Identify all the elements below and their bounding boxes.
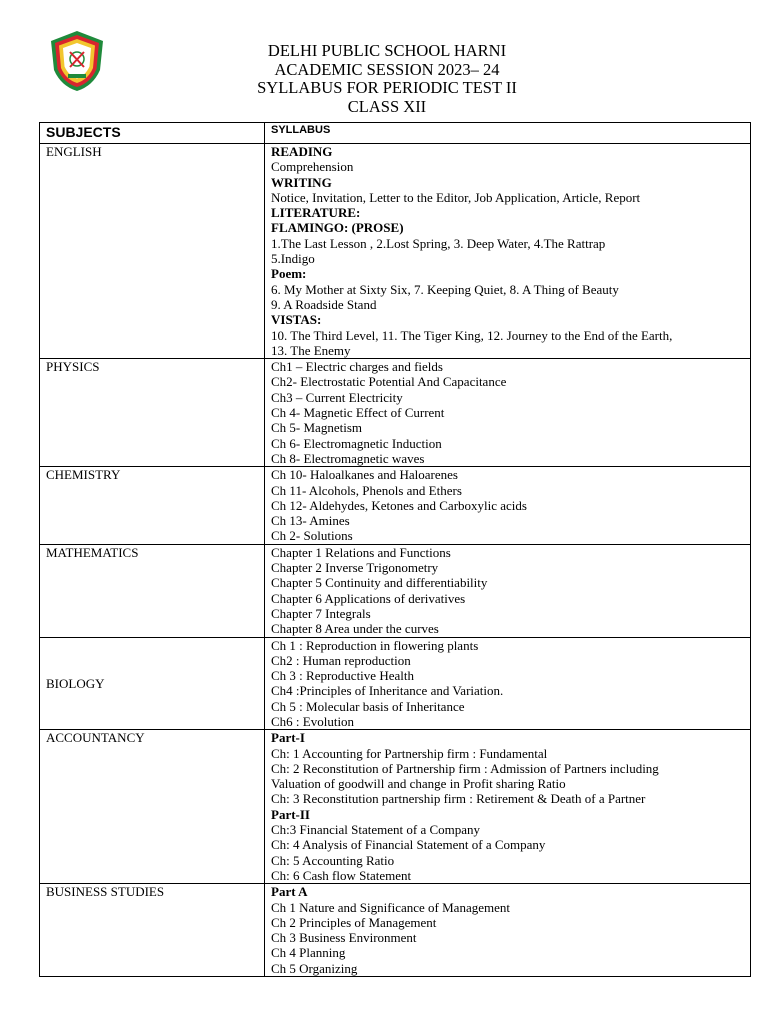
- syllabus-cell: [265, 359, 751, 467]
- syllabus-column-header: SYLLABUS: [265, 123, 751, 144]
- subject-name: CHEMISTRY: [40, 467, 265, 544]
- subject-name: ENGLISH: [40, 144, 265, 359]
- syllabus-line: Ch 8- Electromagnetic waves: [271, 450, 425, 466]
- syllabus-line: Ch4 :Principles of Inheritance and Variation.: [271, 683, 504, 699]
- syllabus-line: Ch 2 Principles of Management: [271, 914, 437, 930]
- syllabus-cell: [265, 144, 751, 359]
- subject-name: BUSINESS STUDIES: [40, 884, 265, 977]
- syllabus-line: Ch: 3 Reconstitution partnership firm : Retirement & Death of a Partner: [271, 791, 646, 807]
- syllabus-section-heading: READING: [271, 144, 333, 159]
- syllabus-table: [39, 122, 751, 977]
- syllabus-line: 13. The Enemy: [271, 342, 351, 358]
- syllabus-section-heading: Poem:: [271, 266, 307, 282]
- academic-session: ACADEMIC SESSION 2023– 24: [274, 59, 500, 79]
- document-header: [0, 42, 768, 116]
- syllabus-line: Valuation of goodwill and change in Profit sharing Ratio: [271, 776, 566, 792]
- syllabus-line: Ch: 5 Accounting Ratio: [271, 852, 395, 868]
- syllabus-line: Ch: 4 Analysis of Financial Statement of a Company: [271, 837, 546, 853]
- syllabus-line: Chapter 2 Inverse Trigonometry: [271, 560, 439, 576]
- syllabus-line: Ch 6- Electromagnetic Induction: [271, 435, 442, 451]
- syllabus-line: Ch6 : Evolution: [271, 713, 355, 729]
- subject-name: PHYSICS: [40, 359, 265, 467]
- syllabus-line: Ch 5 : Molecular basis of Inheritance: [271, 698, 465, 714]
- syllabus-line: Ch 5- Magnetism: [271, 420, 362, 436]
- syllabus-section-heading: FLAMINGO: (PROSE): [271, 220, 404, 236]
- table-header-row: [40, 123, 751, 144]
- syllabus-line: Ch: 6 Cash flow Statement: [271, 867, 412, 883]
- syllabus-line: Ch: 1 Accounting for Partnership firm : Fundamental: [271, 745, 548, 761]
- class-label: CLASS XII: [347, 96, 427, 116]
- syllabus-cell: [265, 730, 751, 884]
- syllabus-section-heading: WRITING: [271, 174, 332, 190]
- table-row: [40, 467, 751, 544]
- syllabus-line: Ch 2- Solutions: [271, 528, 353, 544]
- table-row: [40, 637, 751, 730]
- syllabus-section-heading: Part A: [271, 884, 308, 900]
- syllabus-line: Ch2- Electrostatic Potential And Capacitance: [271, 374, 507, 390]
- syllabus-line: Chapter 7 Integrals: [271, 605, 371, 621]
- table-row: [40, 884, 751, 977]
- syllabus-section-heading: Part-II: [271, 806, 310, 822]
- syllabus-line: Ch2 : Human reproduction: [271, 652, 411, 668]
- syllabus-line: Ch:3 Financial Statement of a Company: [271, 822, 481, 838]
- syllabus-line: Ch 10- Haloalkanes and Haloarenes: [271, 467, 458, 483]
- school-name: DELHI PUBLIC SCHOOL HARNI: [267, 41, 507, 60]
- subject-name: ACCOUNTANCY: [40, 730, 265, 884]
- syllabus-line: Ch 4- Magnetic Effect of Current: [271, 405, 445, 421]
- subjects-column-header: SUBJECTS: [40, 123, 265, 144]
- syllabus-line: Ch 5 Organizing: [271, 960, 358, 976]
- syllabus-cell: [265, 884, 751, 977]
- syllabus-line: Chapter 8 Area under the curves: [271, 621, 439, 637]
- table-row: [40, 359, 751, 467]
- syllabus-line: Ch 1 : Reproduction in flowering plants: [271, 637, 479, 653]
- subject-name: MATHEMATICS: [40, 544, 265, 637]
- syllabus-line: Ch 4 Planning: [271, 945, 346, 961]
- syllabus-line: 5.Indigo: [271, 251, 315, 267]
- syllabus-line: 6. My Mother at Sixty Six, 7. Keeping Quiet, 8. A Thing of Beauty: [271, 281, 619, 297]
- syllabus-line: 9. A Roadside Stand: [271, 296, 377, 312]
- syllabus-line: Ch 13- Amines: [271, 513, 350, 529]
- syllabus-line: 10. The Third Level, 11. The Tiger King, 12. Journey to the End of the Earth,: [271, 327, 673, 343]
- syllabus-line: Ch1 – Electric charges and fields: [271, 359, 443, 375]
- syllabus-line: Ch 12- Aldehydes, Ketones and Carboxylic acids: [271, 497, 527, 513]
- table-row: [40, 544, 751, 637]
- syllabus-line: Notice, Invitation, Letter to the Editor, Job Application, Article, Report: [271, 189, 641, 205]
- syllabus-line: Chapter 1 Relations and Functions: [271, 544, 451, 560]
- syllabus-cell: [265, 637, 751, 730]
- table-row: [40, 730, 751, 884]
- syllabus-cell: [265, 467, 751, 544]
- syllabus-line: Chapter 5 Continuity and differentiability: [271, 575, 488, 591]
- syllabus-line: Chapter 6 Applications of derivatives: [271, 590, 466, 606]
- subject-name: BIOLOGY: [40, 637, 265, 730]
- syllabus-line: Ch 11- Alcohols, Phenols and Ethers: [271, 482, 462, 498]
- syllabus-line: Ch3 – Current Electricity: [271, 389, 403, 405]
- syllabus-line: Ch 1 Nature and Significance of Management: [271, 899, 510, 915]
- syllabus-section-heading: Part-I: [271, 730, 305, 746]
- document-title: SYLLABUS FOR PERIODIC TEST II: [257, 78, 517, 97]
- syllabus-section-heading: VISTAS:: [271, 312, 322, 328]
- syllabus-line: 1.The Last Lesson , 2.Lost Spring, 3. Deep Water, 4.The Rattrap: [271, 235, 606, 251]
- syllabus-line: Comprehension: [271, 159, 354, 175]
- syllabus-line: Ch 3 : Reproductive Health: [271, 668, 414, 684]
- table-row: [40, 144, 751, 359]
- syllabus-line: Ch: 2 Reconstitution of Partnership firm : Admission of Partners including: [271, 760, 659, 776]
- syllabus-section-heading: LITERATURE:: [271, 205, 361, 221]
- syllabus-line: Ch 3 Business Environment: [271, 930, 417, 946]
- syllabus-cell: [265, 544, 751, 637]
